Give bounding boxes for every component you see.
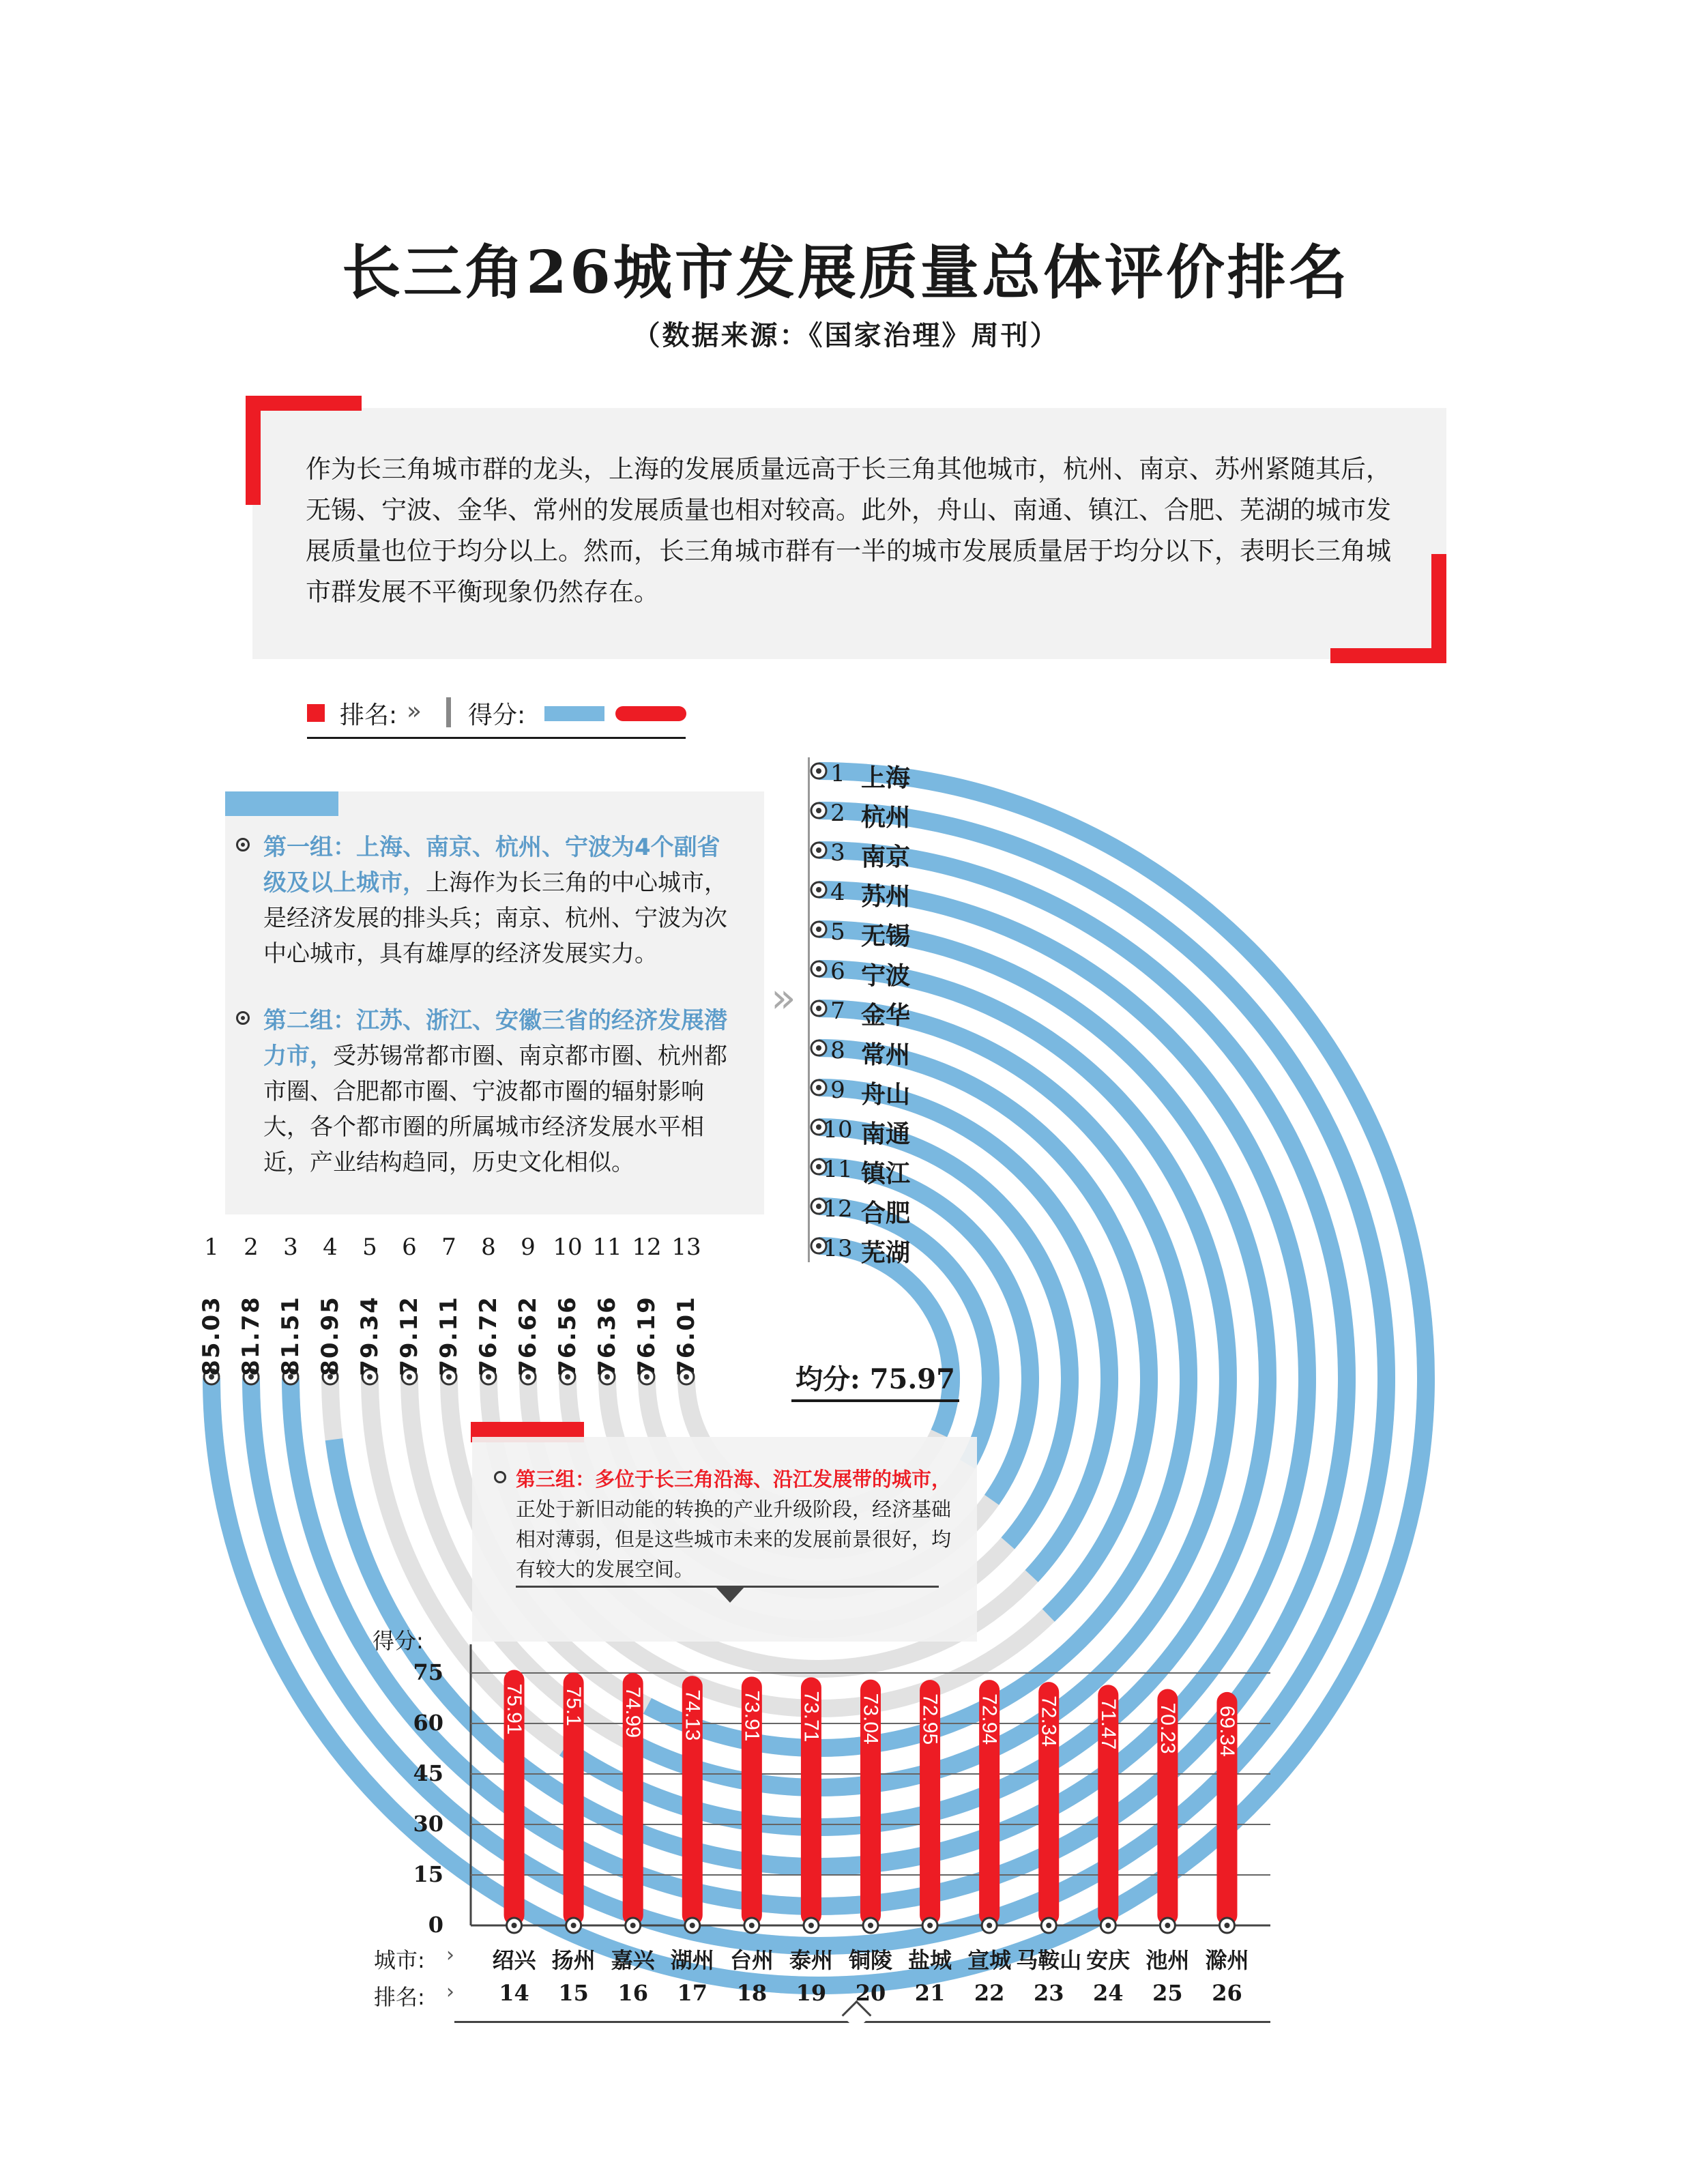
bar-city-26: 滁州: [1205, 1947, 1249, 1973]
vertical-rank-5: 5: [362, 1234, 377, 1261]
group1-highlight: 第一组：上海、南京、杭州、宁波为4个副省级及以上城市，: [263, 834, 720, 897]
bar-20: [860, 1680, 882, 1933]
bar-city-24: 安庆: [1086, 1947, 1131, 1973]
bar-ytick: 15: [413, 1861, 443, 1887]
page-title: 长三角26城市发展质量总体评价排名: [342, 238, 1350, 307]
top-city-8: 常州: [861, 1041, 911, 1069]
bar-rank-21: 21: [914, 1980, 946, 2006]
bar-city-15: 扬州: [551, 1947, 596, 1973]
bar-22: [978, 1680, 1001, 1933]
bar-city-25: 池州: [1146, 1947, 1190, 1973]
bar-ytick: 0: [428, 1912, 443, 1938]
bar-value-label: 72.95: [918, 1693, 942, 1745]
top-city-9: 舟山: [861, 1081, 911, 1109]
bar-17: [681, 1676, 703, 1933]
bar-value-label: 74.99: [622, 1687, 645, 1738]
vertical-rank-10: 10: [553, 1234, 583, 1261]
bar-base-dot-center: [808, 1923, 814, 1928]
group2-body: 受苏锡常都市圈、南京都市圈、杭州都市圈、合肥都市圈、宁波都市圈的辐射影响大，各个都市圈的所属城市经济发展水平相近，产业结构趋同，历史文化相似。: [263, 1043, 727, 1176]
vertical-rank-7: 7: [441, 1234, 456, 1261]
group1-body: 上海作为长三角的中心城市，是经济发展的排头兵；南京、杭州、宁波为次中心城市，具有雄厚的经济发展实力。: [263, 869, 727, 967]
bar-base-dot-center: [630, 1923, 636, 1928]
bar-city-18: 台州: [729, 1947, 774, 1973]
legend-rank-label: 排名:: [340, 701, 398, 729]
top-rank-6: 6: [830, 958, 845, 985]
bar-rank-row-label: 排名:: [374, 1984, 425, 2010]
vertical-score-text: 79.12: [396, 1296, 423, 1376]
chevron-right-icon: ›: [446, 1943, 454, 1967]
vertical-score-text: 81.78: [237, 1296, 265, 1376]
vertical-rank-12: 12: [632, 1234, 662, 1261]
bar-base-dot-center: [868, 1923, 873, 1928]
bar-ytick: 30: [413, 1811, 443, 1837]
vertical-score-text: 76.56: [554, 1296, 581, 1376]
top-rank-12: 12: [823, 1195, 853, 1223]
top-city-12: 合肥: [861, 1199, 911, 1227]
bar-base-dot-center: [1105, 1923, 1111, 1928]
bar-rank-16: 16: [617, 1980, 648, 2006]
top-rank-7: 7: [830, 998, 845, 1025]
bar-ytick: 45: [413, 1760, 443, 1786]
vertical-score-text: 76.72: [475, 1296, 502, 1376]
bar-value-label: 72.94: [978, 1693, 1001, 1745]
bar-base-dot-center: [571, 1923, 577, 1928]
intro-text: 作为长三角城市群的龙头，上海的发展质量远高于长三角其他城市，杭州、南京、苏州紧随其后，无锡、宁波、金华、常州的发展质量也相对较高。此外，舟山、南通、镇江、合肥、芜湖的城市发展质量也位于均分以上。然而，长三角城市群有一半的城市发展质量居于均分以下，表明长三角城市群发展不平衡现象仍然存在。: [306, 454, 1391, 607]
bar-rank-24: 24: [1093, 1980, 1124, 2006]
top-city-13: 芜湖: [861, 1239, 911, 1267]
top-rank-13: 13: [823, 1235, 853, 1262]
bar-base-dot-center: [690, 1923, 695, 1928]
vertical-rank-11: 11: [592, 1234, 622, 1261]
chevron-right-icon: »: [771, 974, 796, 1022]
vertical-score-text: 76.01: [673, 1296, 700, 1376]
vertical-rank-3: 3: [283, 1234, 298, 1261]
bar-value-label: 73.71: [800, 1691, 823, 1743]
bar-value-label: 70.23: [1156, 1702, 1179, 1754]
bar-value-label: 74.13: [681, 1689, 704, 1741]
top-rank-10: 10: [823, 1116, 853, 1144]
top-city-3: 南京: [861, 843, 911, 871]
bar-city-14: 绍兴: [492, 1947, 536, 1973]
bar-y-label: 得分:: [373, 1628, 424, 1654]
bar-23: [1038, 1682, 1060, 1933]
top-city-1: 上海: [861, 764, 911, 792]
bar-26: [1216, 1692, 1238, 1933]
bar-city-19: 泰州: [789, 1947, 833, 1973]
top-rank-5: 5: [830, 918, 845, 946]
vertical-score-text: 80.95: [317, 1296, 344, 1376]
bar-value-label: 73.91: [740, 1690, 763, 1742]
bar-city-16: 嘉兴: [611, 1947, 655, 1973]
top-city-5: 无锡: [861, 922, 911, 950]
bar-rank-14: 14: [499, 1980, 529, 2006]
bar-15: [562, 1673, 585, 1933]
vertical-rank-4: 4: [323, 1234, 338, 1261]
vertical-score-text: 76.36: [594, 1296, 621, 1376]
bar-18: [740, 1676, 763, 1933]
bar-value-label: 69.34: [1215, 1705, 1238, 1758]
top-city-10: 南通: [861, 1120, 911, 1148]
top-rank-4: 4: [830, 879, 845, 906]
bar-14: [503, 1670, 525, 1933]
bar-base-dot-center: [1224, 1923, 1229, 1928]
bar-value-label: 75.1: [562, 1686, 585, 1726]
bar-value-label: 75.91: [503, 1683, 526, 1735]
top-city-4: 苏州: [861, 883, 911, 911]
bar-city-22: 宣城: [967, 1947, 1012, 1973]
top-rank-3: 3: [830, 839, 845, 867]
bar-base-dot-center: [1165, 1923, 1170, 1928]
bar-ytick: 60: [413, 1710, 443, 1736]
bar-rank-18: 18: [736, 1980, 768, 2006]
data-source: （数据来源：《国家治理》周刊）: [632, 319, 1060, 351]
top-city-11: 镇江: [861, 1160, 911, 1188]
top-city-2: 杭州: [861, 804, 911, 832]
bar-rank-23: 23: [1033, 1980, 1064, 2006]
bar-ytick: 75: [413, 1659, 443, 1685]
top-city-6: 宁波: [861, 962, 911, 990]
bar-25: [1156, 1689, 1179, 1933]
group3-highlight: 第三组：多位于长三角沿海、沿江发展带的城市，: [516, 1468, 952, 1491]
bar-value-label: 72.34: [1037, 1695, 1060, 1747]
bar-base-dot-center: [987, 1923, 992, 1928]
bar-rank-25: 25: [1152, 1980, 1183, 2006]
bar-base-dot-center: [927, 1923, 933, 1928]
chevron-right-icon: ›: [446, 1980, 454, 2004]
top-city-7: 金华: [861, 1002, 911, 1030]
bar-rank-15: 15: [558, 1980, 589, 2006]
bar-rank-22: 22: [974, 1980, 1005, 2006]
vertical-rank-9: 9: [521, 1234, 536, 1261]
average-score: 均分: 75.97: [791, 1358, 959, 1402]
bar-rank-26: 26: [1212, 1980, 1242, 2006]
bar-21: [919, 1680, 942, 1933]
bar-city-row-label: 城市:: [374, 1947, 425, 1973]
legend-score-label: 得分:: [468, 701, 526, 729]
vertical-rank-6: 6: [402, 1234, 417, 1261]
vertical-rank-2: 2: [244, 1234, 259, 1261]
bar-16: [622, 1673, 644, 1933]
bar-rank-20: 20: [855, 1980, 886, 2006]
bar-city-20: 铜陵: [848, 1947, 892, 1973]
top-rank-1: 1: [830, 760, 845, 787]
bar-value-label: 71.47: [1096, 1698, 1120, 1750]
bar-rank-17: 17: [677, 1980, 708, 2006]
vertical-rank-1: 1: [204, 1234, 219, 1261]
top-rank-8: 8: [830, 1037, 845, 1064]
vertical-score-text: 79.34: [356, 1296, 383, 1376]
bar-city-23: 马鞍山: [1016, 1947, 1082, 1973]
vertical-score-text: 81.51: [277, 1296, 304, 1376]
vertical-score-text: 76.19: [633, 1296, 660, 1376]
top-rank-2: 2: [830, 800, 845, 827]
top-rank-9: 9: [830, 1077, 845, 1104]
bar-value-label: 73.04: [859, 1693, 882, 1745]
vertical-score-text: 76.62: [514, 1296, 542, 1376]
bar-base-dot-center: [1046, 1923, 1051, 1928]
group2-highlight: 第二组：江苏、浙江、安徽三省的经济发展潜力市，: [263, 1007, 727, 1070]
vertical-score-text: 79.11: [435, 1296, 463, 1376]
bar-19: [800, 1677, 822, 1933]
bar-city-17: 湖州: [670, 1947, 714, 1973]
vertical-rank-13: 13: [671, 1234, 701, 1261]
vertical-score-text: 85.03: [198, 1296, 225, 1376]
vertical-rank-8: 8: [481, 1234, 496, 1261]
bar-base-dot-center: [749, 1923, 755, 1928]
bar-rank-19: 19: [796, 1980, 827, 2006]
group3-body: 正处于新旧动能的转换的产业升级阶段，经济基础相对薄弱，但是这些城市未来的发展前景很好，均有较大的发展空间。: [516, 1498, 952, 1581]
top-rank-11: 11: [823, 1156, 853, 1183]
bar-city-21: 盐城: [908, 1947, 952, 1973]
bar-24: [1097, 1685, 1120, 1933]
double-chevron-right-icon: »: [407, 697, 422, 725]
bar-base-dot-center: [512, 1923, 517, 1928]
